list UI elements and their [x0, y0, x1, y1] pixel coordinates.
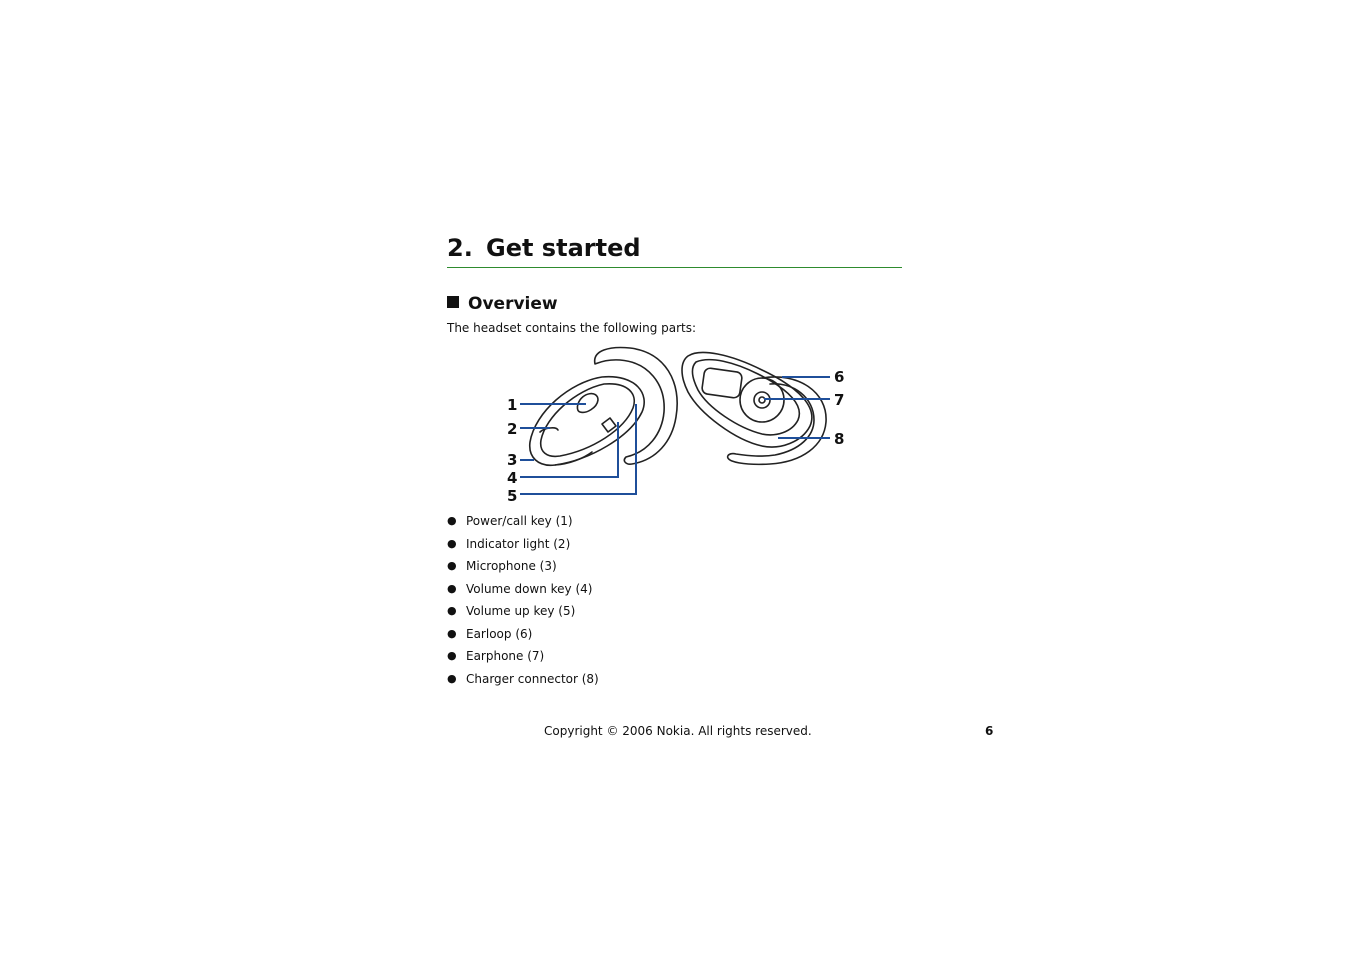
list-item: [447, 510, 599, 533]
list-item-text: Earloop (6): [466, 626, 533, 641]
list-item-text: Indicator light (2): [466, 536, 571, 551]
callout-3: 3: [507, 451, 518, 469]
bullet-icon: ●: [447, 581, 457, 595]
list-item: [447, 645, 599, 668]
callout-2: 2: [507, 420, 518, 438]
bullet-icon: ●: [447, 671, 457, 685]
callout-6: 6: [834, 368, 845, 386]
section-title-text: Overview: [468, 294, 558, 314]
page-number: 6: [985, 724, 994, 738]
list-item-text: Volume down key (4): [466, 581, 593, 596]
bullet-icon: ●: [447, 559, 457, 572]
list-item: [447, 600, 599, 623]
bullet-icon: ●: [447, 536, 457, 550]
section-square-icon: [447, 296, 459, 308]
chapter-number: 2.: [447, 234, 473, 262]
list-item: [447, 555, 599, 578]
footer-copyright: Copyright © 2006 Nokia. All rights reserved.: [544, 724, 812, 738]
bullet-icon: ●: [447, 649, 457, 662]
list-item-text: Volume up key (5): [466, 604, 576, 618]
callout-7: 7: [834, 391, 845, 409]
list-item-text: Power/call key (1): [466, 514, 573, 528]
callout-8: 8: [834, 430, 845, 448]
headset-figure: [500, 342, 850, 502]
chapter-title: [447, 232, 902, 264]
list-item-text: Charger connector (8): [466, 671, 599, 686]
list-item-text: Earphone (7): [466, 649, 545, 663]
parts-list: [447, 510, 599, 690]
section-title: [447, 292, 558, 316]
chapter-title-text: Get started: [486, 234, 641, 262]
callout-4: 4: [507, 469, 518, 487]
list-item: [447, 668, 599, 691]
bullet-icon: ●: [447, 626, 457, 640]
bullet-icon: ●: [447, 514, 457, 527]
callout-5: 5: [507, 487, 518, 502]
bullet-icon: ●: [447, 604, 457, 617]
callout-1: 1: [507, 396, 518, 414]
list-item: [447, 578, 599, 601]
list-item: [447, 533, 599, 556]
title-rule: [447, 267, 902, 268]
intro-text: The headset contains the following parts:: [447, 321, 697, 335]
list-item: [447, 623, 599, 646]
list-item-text: Microphone (3): [466, 559, 557, 573]
